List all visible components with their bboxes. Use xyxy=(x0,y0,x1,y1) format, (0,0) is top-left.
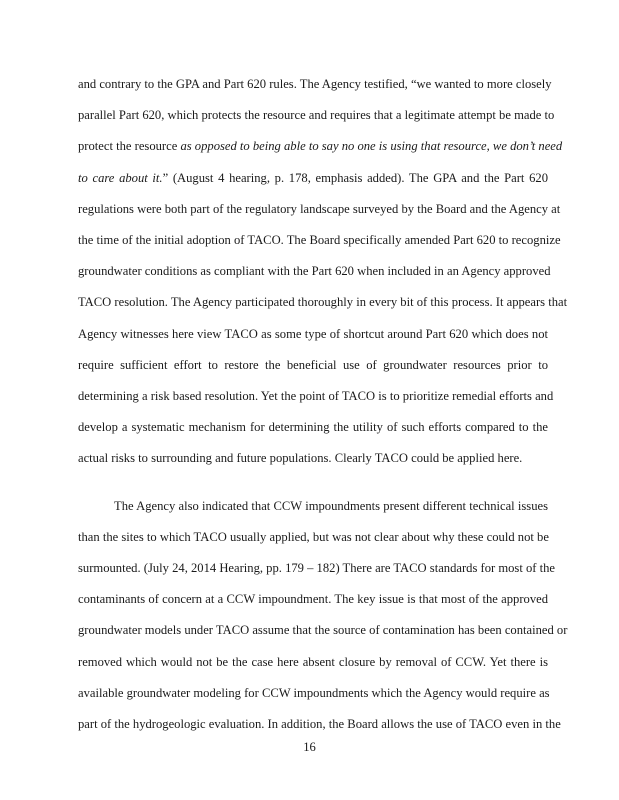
text-line: removed which would not be the case here absent closure by removal of CCW. Yet there is xyxy=(78,655,548,669)
text-line: regulations were both part of the regulatory landscape surveyed by the Board and the Agency at xyxy=(78,202,561,216)
page-number: 16 xyxy=(303,740,316,754)
text-line: groundwater conditions as compliant with the Part 620 when included in an Agency approved xyxy=(78,264,551,278)
text-line: groundwater models under TACO assume that the source of contamination has been contained or xyxy=(78,623,568,637)
text-line: part of the hydrogeologic evaluation. In addition, the Board allows the use of TACO even in the xyxy=(78,717,561,731)
text-line: to care about it.” (August 4 hearing, p. 178, emphasis added). The GPA and the Part 620 xyxy=(78,171,548,185)
text-line: determining a risk based resolution. Yet the point of TACO is to prioritize remedial efforts and xyxy=(78,389,554,403)
text-line: develop a systematic mechanism for determining the utility of such efforts compared to the xyxy=(78,420,548,434)
text-line: than the sites to which TACO usually applied, but was not clear about why these could not be xyxy=(78,530,549,544)
text-line: available groundwater modeling for CCW impoundments which the Agency would require as xyxy=(78,686,550,700)
emphasized-quote: to care about it. xyxy=(78,171,163,185)
text-line: the time of the initial adoption of TACO. The Board specifically amended Part 620 to recognize xyxy=(78,233,561,247)
text-line: actual risks to surrounding and future populations. Clearly TACO could be applied here. xyxy=(78,451,523,465)
text-line: TACO resolution. The Agency participated thoroughly in every bit of this process. It appears that xyxy=(78,295,568,309)
text-line: and contrary to the GPA and Part 620 rules. The Agency testified, “we wanted to more closely xyxy=(78,77,552,91)
emphasized-quote: as opposed to being able to say no one is using that resource, we don’t need xyxy=(180,139,563,153)
text-line: contaminants of concern at a CCW impoundment. The key issue is that most of the approved xyxy=(78,592,548,606)
text-line: The Agency also indicated that CCW impoundments present different technical issues xyxy=(114,499,548,513)
text-line: protect the resource as opposed to being able to say no one is using that resource, we don’t need xyxy=(78,139,563,153)
text-line: Agency witnesses here view TACO as some type of shortcut around Part 620 which does not xyxy=(78,327,548,341)
text-line: surmounted. (July 24, 2014 Hearing, pp. 179 – 182) There are TACO standards for most of the xyxy=(78,561,555,575)
text-line: parallel Part 620, which protects the resource and requires that a legitimate attempt be made to xyxy=(78,108,555,122)
text-line: require sufficient effort to restore the beneficial use of groundwater resources prior to xyxy=(78,358,548,372)
